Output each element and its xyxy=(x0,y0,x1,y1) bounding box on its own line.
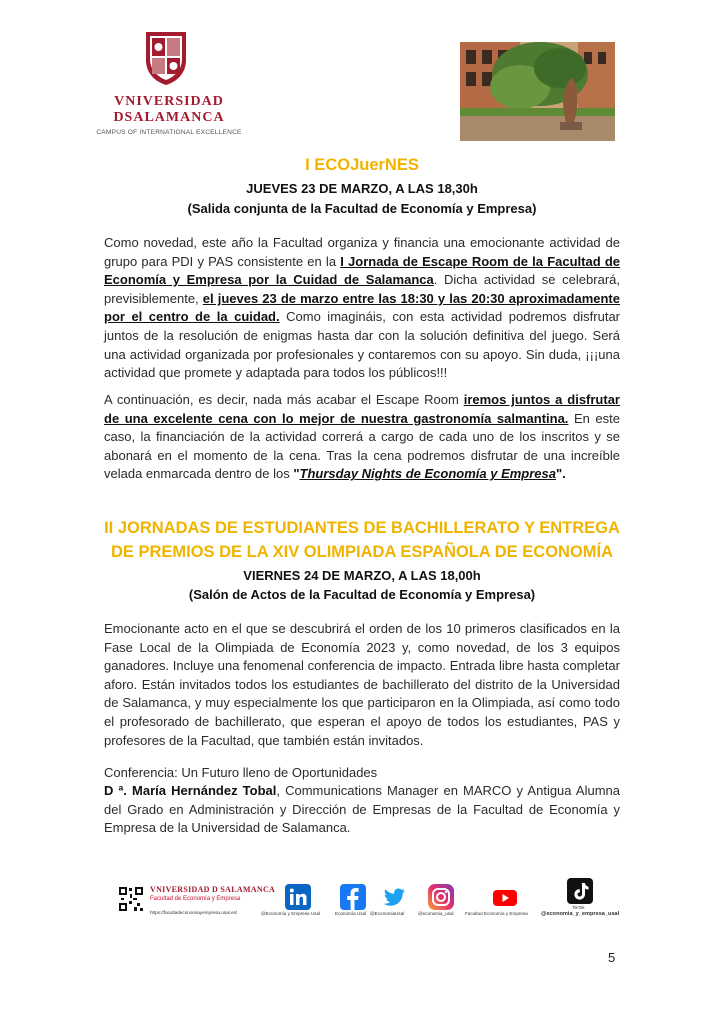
logo-tagline: CAMPUS OF INTERNATIONAL EXCELLENCE xyxy=(96,129,242,136)
speaker-name: D ª. María Hernández Tobal xyxy=(104,783,277,798)
event1-date: JUEVES 23 DE MARZO, A LAS 18,30h xyxy=(246,181,478,196)
linkedin-label: @Economía y Empresa Usal xyxy=(261,911,321,916)
event1-paragraph1 xyxy=(104,234,620,383)
instagram-label: @economia_usal xyxy=(418,911,454,916)
escape-room-schedule: el jueves 23 de marzo entre las 18:30 y las 20:30 aproximadamente por el centro de la cuidad. xyxy=(104,290,620,325)
twitter-icon[interactable] xyxy=(381,884,407,910)
facebook-icon[interactable] xyxy=(340,884,366,910)
text-span: Como novedad, este año la Facultad organiza y financia una emocionante actividad de grupo para PDI y PAS consistente en la xyxy=(104,235,620,269)
event1-title: I ECOJuerNES xyxy=(305,156,419,174)
thursday-nights-highlight: Thursday Nights de Economía y Empresa xyxy=(299,466,556,482)
text-span: A continuación, es decir, nada más acabar el Escape Room xyxy=(104,392,464,407)
quote-mark: ". xyxy=(556,466,566,482)
event1-location: (Salida conjunta de la Facultad de Economía y Empresa) xyxy=(187,201,537,216)
logo-city-name: DSALAMANCA xyxy=(113,110,225,125)
university-logo xyxy=(94,30,244,142)
tiktok-icon[interactable] xyxy=(567,878,593,904)
quote-mark: " xyxy=(293,466,300,482)
footer-website-link[interactable]: https://facultadeconomiayempresa.usal.es/ xyxy=(150,910,238,915)
event2-date: VIERNES 24 DE MARZO, A LAS 18,00h xyxy=(243,568,481,583)
event2-location: (Salón de Actos de la Facultad de Economía y Empresa) xyxy=(188,587,536,602)
text-span: En este caso, la financiación de la actividad correrá a cargo de cada uno de los inscritos y se abonará en el momento de la cena. Tras la cena podremos disfrutar de una increíble velada enmarcada dentro de los xyxy=(104,410,620,482)
youtube-label: Facultad Economía y Empresa xyxy=(465,911,528,916)
university-crest-icon xyxy=(142,30,190,86)
linkedin-icon[interactable] xyxy=(285,884,311,910)
tiktok-label: @economia_y_empresa_usal xyxy=(541,911,620,917)
speaker-bio xyxy=(104,782,620,838)
dinner-highlight: iremos juntos a disfrutar de una excelente cena con lo mejor de nuestra gastronomía salmantina. xyxy=(104,392,620,426)
instagram-icon[interactable] xyxy=(428,884,454,910)
event2-title-line2: DE PREMIOS DE LA XIV OLIMPIADA ESPAÑOLA DE ECONOMÍA xyxy=(110,543,614,561)
twitter-label: @EconomiaUsal xyxy=(370,911,405,916)
logo-university-name: VNIVERSIDAD xyxy=(114,94,224,109)
campus-sculpture-image xyxy=(460,42,615,141)
text-span: , Communications Manager en MARCO y Antigua Alumna del Grado en Administración y Dirección de Empresas de la Facultad de Economía y Empresa de la Universidad de Salamanca. xyxy=(104,783,620,836)
page-number: 5 xyxy=(608,950,616,965)
footer-banner xyxy=(116,876,621,920)
event2-paragraph: Emocionante acto en el que se descubrirá el orden de los 10 primeros clasificados en la Fase Local de la Olimpiada de Economía 2023 y, como novedad, de los 3 equipos ganadores. Incluye una fenomenal conferencia de impacto. Entrada libre hasta completar aforo. Están invitados todos los estudiantes de bachillerato del distrito de la Universidad de Salamanca, y muy especialmente los que participaron en la Olimpiada, así como todo el profesorado de bachillerato, que esperan el apoyo de todos los estudiantes, PAS y profesores de la Facultad, que también están invitados. xyxy=(104,621,620,748)
event2-title-line1: II JORNADAS DE ESTUDIANTES DE BACHILLERATO Y ENTREGA xyxy=(104,519,620,537)
campus-photo xyxy=(460,42,615,141)
footer-university-name: VNIVERSIDAD D SALAMANCA xyxy=(150,885,276,894)
footer-faculty-name: Facultad de Economía y Empresa xyxy=(150,896,241,902)
tiktok-text: TikTok xyxy=(572,905,585,910)
text-span: . Dicha actividad se celebrará, previsiblemente, xyxy=(104,272,620,306)
conference-title: Conferencia: Un Futuro lleno de Oportunidades xyxy=(104,765,378,780)
qr-code-icon xyxy=(118,886,144,912)
event1-paragraph2 xyxy=(104,391,620,484)
facebook-label: Economía Usal xyxy=(335,911,367,916)
youtube-icon[interactable] xyxy=(492,884,518,910)
escape-room-event-link: I Jornada de Escape Room de la Facultad de Economía y Empresa por la Cuidad de Salamanca xyxy=(104,253,620,288)
text-span: Como imagináis, con esta actividad podremos disfrutar juntos de la resolución de enigmas hasta dar con la solución definitiva del juego. Será una actividad organizada por profesionales y contaremos con su apoyo. Sin duda, ¡¡¡una actividad que promete y adaptada para todos los públicos!!! xyxy=(104,309,621,381)
